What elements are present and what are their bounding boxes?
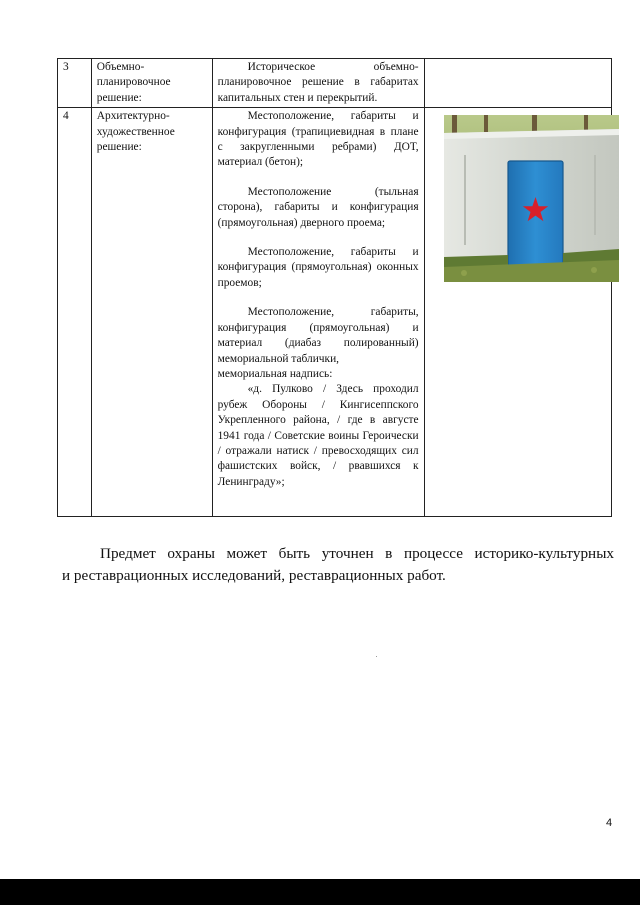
table-row xyxy=(58,108,612,517)
row-number: 4 xyxy=(58,108,92,517)
row-title-line: Архитектурно- xyxy=(96,110,170,123)
row-number: 3 xyxy=(58,59,92,108)
scan-speck xyxy=(376,656,377,657)
row-title-line: художественное xyxy=(96,125,175,138)
row-title-line: решение: xyxy=(96,91,142,104)
description-paragraph: Местоположение, габариты, конфигурация (прямоугольная) и материал (диабаз полированный) мемориальной таблички, xyxy=(217,306,419,365)
closing-line: и реставрационных исследований, реставрационных работ. xyxy=(62,567,446,584)
protection-subject-table xyxy=(57,58,612,517)
row-photo-cell xyxy=(424,108,611,517)
table-row xyxy=(58,59,612,108)
inscription-text: «д. Пулково / Здесь проходил рубеж Обороны / Кингисеппского Укрепленного района, / где в августе 1941 года / Советские воины Героически / отражали натиск / превосходящих сил фашистских войск, / рвавшихся к Ленинграду»; xyxy=(217,383,419,488)
row-description xyxy=(212,108,424,517)
row-photo-cell xyxy=(424,59,611,108)
row-description xyxy=(212,59,424,108)
description-paragraph: Местоположение (тыльная сторона), габариты и конфигурация (прямоугольная) дверного проема; xyxy=(217,185,419,229)
closing-line: Предмет охраны может быть уточнен в процессе историко-культурных xyxy=(100,545,614,562)
page-number: 4 xyxy=(606,817,613,829)
row-title xyxy=(91,59,212,108)
row-title-line: решение: xyxy=(96,141,142,154)
bunker-photo-image xyxy=(444,115,619,282)
row-title xyxy=(91,108,212,517)
scan-bottom-edge xyxy=(0,879,640,905)
inscription-label: мемориальная надпись: xyxy=(217,367,333,380)
description-paragraph: Историческое объемно-планировочное решение в габаритах капитальных стен и перекрытий. xyxy=(217,61,419,104)
row-title-line: Объемно- xyxy=(96,61,145,73)
row-title-line: планировочное xyxy=(96,76,171,89)
bunker-photo-icon xyxy=(444,115,619,282)
description-paragraph: Местоположение, габариты и конфигурация (трапициевидная в плане с закругленными ребрами) ДОТ, материал (бетон); xyxy=(217,110,419,169)
closing-paragraph xyxy=(62,543,614,587)
description-paragraph: Местоположение, габариты и конфигурация (прямоугольная) оконных проемов; xyxy=(217,246,419,289)
